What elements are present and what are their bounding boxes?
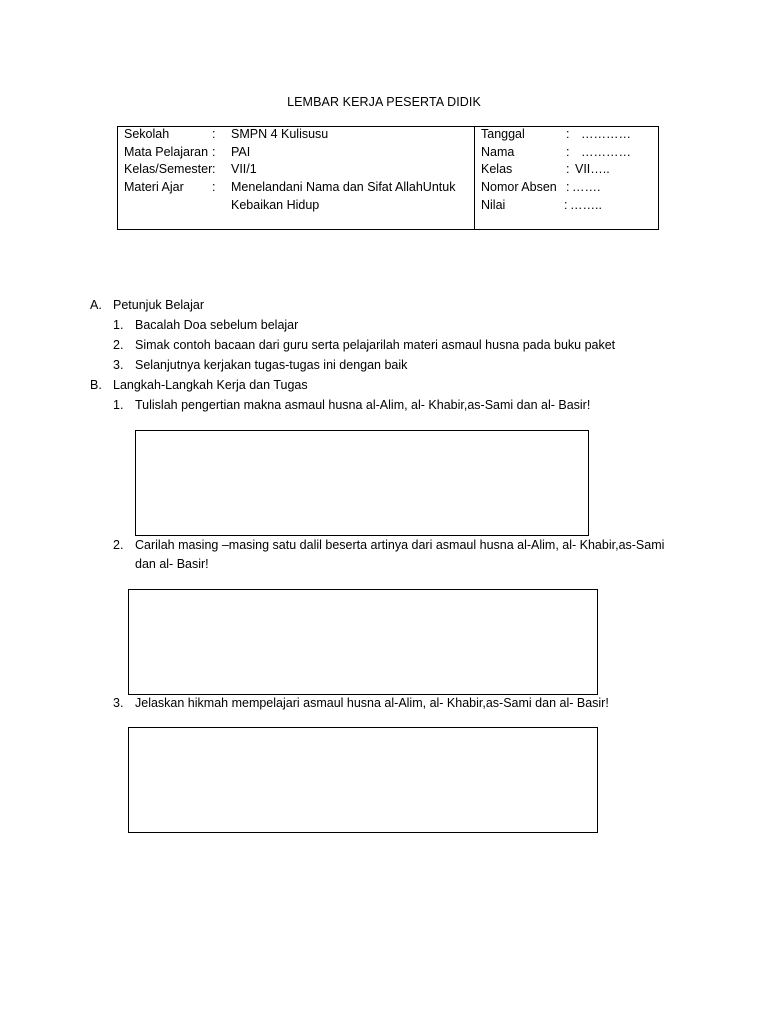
task-number: 2. [113,538,124,552]
date-label: Tanggal [481,127,525,141]
section-a-heading: Petunjuk Belajar [113,298,205,312]
absence-number-colon: : [566,180,570,194]
task-question: Tulislah pengertian makna asmaul husna al-Alim, al- Khabir,as-Sami dan al- Basir! [135,398,591,412]
table-column-divider [474,127,475,229]
instruction-item: Simak contoh bacaan dari guru serta pelajarilah materi asmaul husna pada buku paket [135,338,616,352]
section-b-heading: Langkah-Langkah Kerja dan Tugas [113,378,308,392]
score-colon: : [564,198,568,212]
class-colon: : [566,162,570,176]
date-colon: : [566,127,570,141]
section-b-letter: B. [90,378,102,392]
name-label: Nama [481,145,515,159]
absence-number-value: ……. [572,180,601,194]
student-info-table [117,126,659,230]
instruction-item: Selanjutnya kerjakan tugas-tugas ini dengan baik [135,358,408,372]
material-colon: : [212,180,216,194]
task-question-line2: dan al- Basir! [135,557,209,571]
absence-number-label: Nomor Absen [481,180,557,194]
instruction-number: 1. [113,318,124,332]
section-a-letter: A. [90,298,102,312]
material-value: Menelandani Nama dan Sifat AllahUntuk [231,180,456,194]
class-label: Kelas [481,162,513,176]
material-label: Materi Ajar [124,180,184,194]
class-semester-value: VII/1 [231,162,257,176]
task-question: Carilah masing –masing satu dalil beserta artinya dari asmaul husna al-Alim, al- Khabir,as-Sami [135,538,665,552]
task-number: 1. [113,398,124,412]
school-value: SMPN 4 Kulisusu [231,127,329,141]
task-number: 3. [113,696,124,710]
instruction-item: Bacalah Doa sebelum belajar [135,318,299,332]
answer-box-2[interactable] [128,589,598,695]
score-label: Nilai [481,198,506,212]
school-label: Sekolah [124,127,170,141]
worksheet-title: LEMBAR KERJA PESERTA DIDIK [287,95,481,109]
date-value: ………… [581,127,631,141]
school-colon: : [212,127,216,141]
score-value: …….. [570,198,602,212]
task-question: Jelaskan hikmah mempelajari asmaul husna al-Alim, al- Khabir,as-Sami dan al- Basir! [135,696,609,710]
name-colon: : [566,145,570,159]
material-value-line2: Kebaikan Hidup [231,198,320,212]
name-value: ………… [581,145,631,159]
answer-box-3[interactable] [128,727,598,833]
class-semester-label: Kelas/Semester [124,162,213,176]
subject-colon: : [212,145,216,159]
answer-box-1[interactable] [135,430,589,536]
instruction-number: 2. [113,338,124,352]
subject-value: PAI [231,145,251,159]
instruction-number: 3. [113,358,124,372]
subject-label: Mata Pelajaran [124,145,209,159]
class-semester-colon: : [212,162,216,176]
class-value: VII….. [575,162,610,176]
